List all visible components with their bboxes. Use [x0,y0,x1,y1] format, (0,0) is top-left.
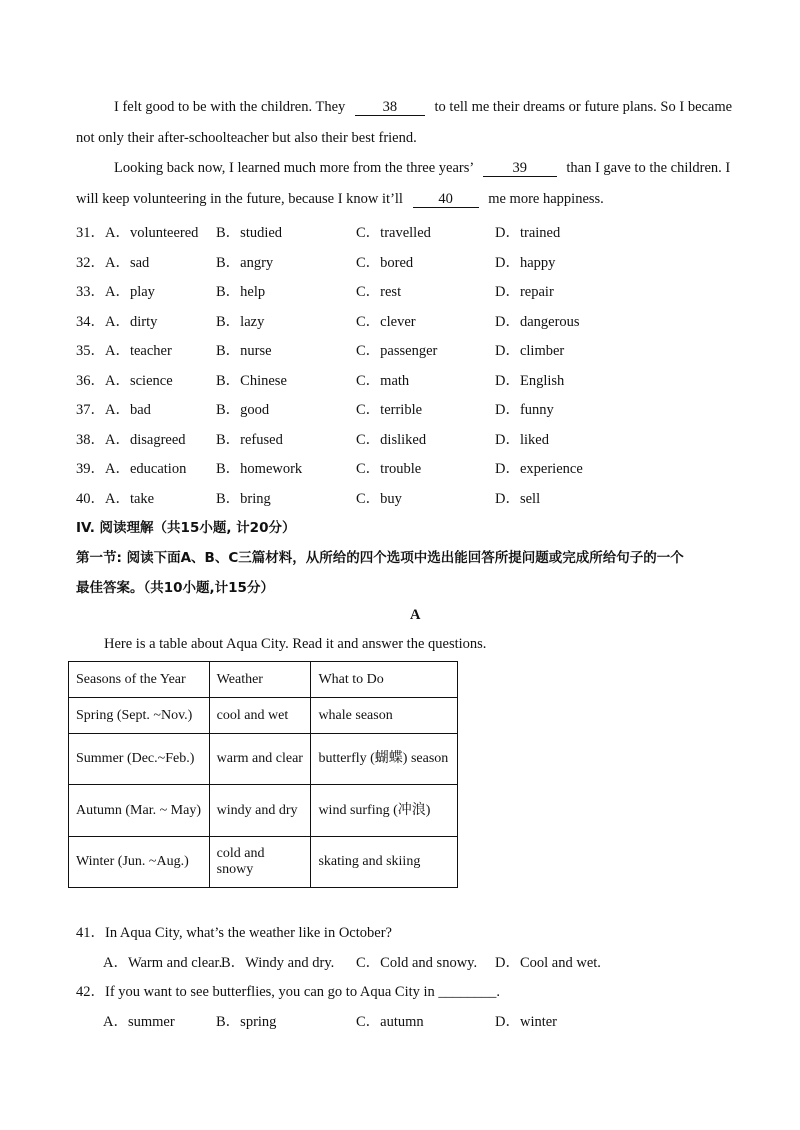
blank-38: 38 [355,100,425,116]
option-b: B．good [216,402,270,418]
option-row-31 [76,221,776,241]
passage-line-1 [114,99,732,116]
option-c: C．bored [356,255,414,271]
passage-line-2 [76,130,417,147]
table-cell: windy and dry [209,785,311,837]
option-d: D．funny [495,402,554,418]
option-b: B．angry [216,255,274,271]
table-cell: wind surfing (冲浪) [311,785,458,837]
option-c: C．terrible [356,402,423,418]
blank-40: 40 [413,192,479,208]
option-b: B．nurse [216,343,272,359]
option-a: 33．A．play [76,284,155,300]
table-cell: skating and skiing [311,837,458,888]
option-row-38 [76,428,776,448]
section-instruction: 第一节: 阅读下面A、B、C三篇材料，从所给的四个选项中选出能回答所提问题或完成所给句子的一个 [76,550,684,566]
table-cell: Winter (Jun. ~Aug.) [69,837,210,888]
option-b: B．homework [216,461,303,477]
option-c: C．math [356,373,410,389]
option-a: A．Warm and clear. [103,955,223,971]
table-cell: butterfly (蝴蝶) season [311,734,458,785]
option-a: A．summer [103,1014,175,1030]
table-header: Weather [209,662,311,698]
option-row-39 [76,457,776,477]
option-a: 39．A．education [76,461,187,477]
option-c: C．passenger [356,343,438,359]
passage-line-4 [76,191,604,208]
question-42: 42．If you want to see butterflies, you can go to Aqua City in ________. [76,984,501,1000]
table-header: Seasons of the Year [69,662,210,698]
option-b: B．bring [216,491,271,507]
option-d: D．happy [495,255,556,271]
option-d: D．liked [495,432,549,448]
option-a: 40．A．take [76,491,155,507]
option-a: 36．A．science [76,373,173,389]
passage-text: will keep volunteering in the future, because I know it’ll [76,191,403,207]
option-d: D．dangerous [495,314,580,330]
option-b: B．spring [216,1014,277,1030]
passage-text: to tell me their dreams or future plans. So I became [434,99,733,115]
section-heading: IV. 阅读理解（共15小题, 计20分） [76,520,296,536]
option-b: B．Windy and dry. [221,955,335,971]
table-cell: Summer (Dec.~Feb.) [69,734,210,785]
option-d: D．repair [495,284,554,300]
section-instruction-cont: 最佳答案。（共10小题,计15分） [76,580,274,596]
option-a: 38．A．disagreed [76,432,186,448]
table-header-row [69,662,458,698]
passage-text: than I gave to the children. I [566,160,731,176]
option-c: C．rest [356,284,402,300]
table-cell: cool and wet [209,698,311,734]
table-row [69,734,458,785]
option-row-34 [76,310,776,330]
option-a: 31．A．volunteered [76,225,199,241]
option-d: D．sell [495,491,541,507]
option-c: C．disliked [356,432,427,448]
table-intro: Here is a table about Aqua City. Read it and answer the questions. [104,636,487,652]
option-d: D．Cool and wet. [495,955,601,971]
option-a: 35．A．teacher [76,343,172,359]
option-b: B．refused [216,432,283,448]
passage-text: me more happiness. [488,191,604,207]
table-row [69,785,458,837]
option-c: C．buy [356,491,402,507]
blank-39: 39 [483,161,557,177]
option-c: C．Cold and snowy. [356,955,478,971]
table-cell: cold and snowy [209,837,311,888]
option-a: 37．A．bad [76,402,151,418]
question-41-options [103,951,800,971]
option-c: C．clever [356,314,416,330]
option-row-35 [76,339,776,359]
option-row-37 [76,398,776,418]
question-41: 41．In Aqua City, what’s the weather like in October? [76,925,392,941]
question-42-options [103,1010,800,1030]
option-c: C．travelled [356,225,431,241]
passage-text: I felt good to be with the children. They [114,99,346,115]
option-row-32 [76,251,776,271]
option-b: B．lazy [216,314,265,330]
option-d: D．experience [495,461,583,477]
table-cell: whale season [311,698,458,734]
option-a: 32．A．sad [76,255,150,271]
passage-text: Looking back now, I learned much more from the three years’ [114,160,474,176]
option-a: 34．A．dirty [76,314,158,330]
passage-text: not only their after-schoolteacher but also their best friend. [76,130,417,146]
table-row [69,698,458,734]
passage-letter: A [410,607,421,623]
option-row-33 [76,280,776,300]
option-b: B．studied [216,225,283,241]
table-row [69,837,458,888]
option-b: B．Chinese [216,373,287,389]
option-c: C．trouble [356,461,422,477]
table-cell: Autumn (Mar. ~ May) [69,785,210,837]
option-b: B．help [216,284,266,300]
option-row-40 [76,487,776,507]
option-d: D．English [495,373,565,389]
option-d: D．trained [495,225,561,241]
option-d: D．climber [495,343,565,359]
table-cell: Spring (Sept. ~Nov.) [69,698,210,734]
table-cell: warm and clear [209,734,311,785]
passage-line-3 [114,160,730,177]
table-header: What to Do [311,662,458,698]
option-c: C．autumn [356,1014,424,1030]
option-row-36 [76,369,776,389]
option-d: D．winter [495,1014,558,1030]
aqua-city-table [68,661,458,888]
